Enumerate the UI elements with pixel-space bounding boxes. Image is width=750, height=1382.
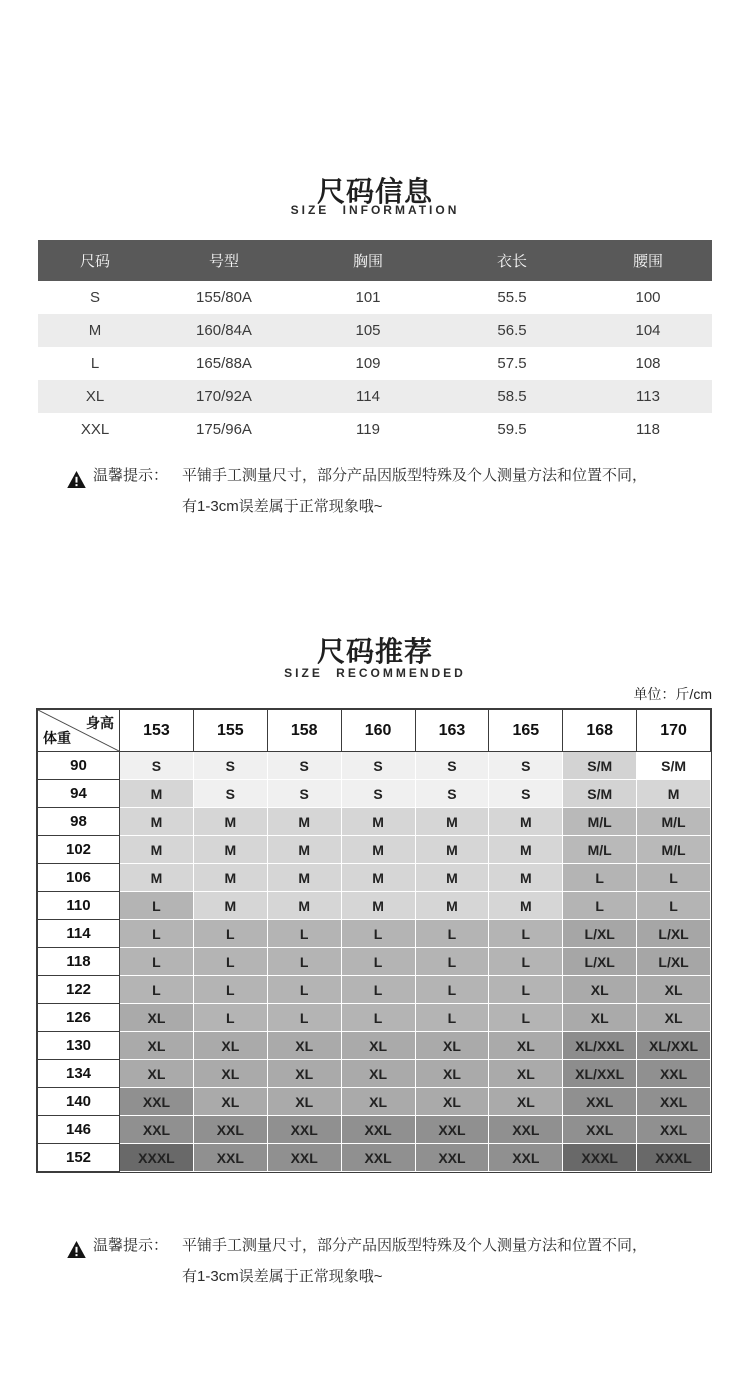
size-cell: M [341, 836, 415, 864]
matrix-row [38, 920, 711, 948]
size-info-row [38, 347, 712, 380]
size-cell: L/XL [563, 948, 637, 976]
size-cell: XXL [267, 1116, 341, 1144]
note-text [182, 1230, 647, 1292]
size-cell: L [120, 976, 194, 1004]
matrix-row [38, 808, 711, 836]
size-cell: M [267, 836, 341, 864]
weight-row-header: 94 [38, 780, 120, 808]
size-cell: XL [120, 1032, 194, 1060]
size-cell: M [489, 836, 563, 864]
size-info-title: 尺码信息 [316, 176, 433, 207]
size-info-cell: 109 [355, 355, 381, 372]
size-cell: M/L [563, 808, 637, 836]
size-cell: XL [415, 1032, 489, 1060]
size-info-cell: 105 [355, 322, 381, 339]
size-cell: L [341, 948, 415, 976]
weight-row-header: 106 [38, 864, 120, 892]
size-cell: S [341, 780, 415, 808]
size-cell: L [193, 976, 267, 1004]
size-cell: S [489, 752, 563, 780]
matrix-row [38, 976, 711, 1004]
matrix-corner-cell [38, 710, 120, 752]
corner-weight-label: 体重 [43, 730, 71, 746]
size-cell: L [120, 920, 194, 948]
size-cell: L [267, 1004, 341, 1032]
unit-label: 单位：斤/cm [633, 686, 712, 702]
size-cell: S/M [563, 752, 637, 780]
size-cell: XL [193, 1088, 267, 1116]
size-cell: L [267, 948, 341, 976]
size-cell: XL [637, 1004, 711, 1032]
size-cell: XL [637, 976, 711, 1004]
weight-row-header: 122 [38, 976, 120, 1004]
size-cell: M/L [637, 836, 711, 864]
size-cell: M [267, 864, 341, 892]
note-line-2: 有1-3cm误差属于正常现象哦~ [182, 1268, 383, 1285]
size-info-subtitle: SIZE INFORMATION [290, 203, 460, 217]
size-info-cell: 175/96A [196, 421, 252, 438]
size-cell: L [415, 976, 489, 1004]
matrix-row [38, 1116, 711, 1144]
size-cell: M [415, 836, 489, 864]
size-cell: L [120, 892, 194, 920]
matrix-row [38, 1144, 711, 1172]
weight-row-header: 152 [38, 1144, 120, 1172]
size-cell: XXL [637, 1116, 711, 1144]
size-info-cell: 118 [636, 421, 660, 438]
size-cell: XL [193, 1032, 267, 1060]
size-info-cell: 58.5 [497, 388, 527, 405]
matrix-row [38, 892, 711, 920]
matrix-row [38, 1004, 711, 1032]
size-cell: S/M [563, 780, 637, 808]
size-info-cell: 114 [356, 388, 380, 405]
size-cell: M [120, 780, 194, 808]
size-cell: XL/XXL [563, 1060, 637, 1088]
size-cell: S [193, 780, 267, 808]
size-cell: L [563, 892, 637, 920]
corner-height-label: 身高 [86, 715, 114, 731]
note-line-2: 有1-3cm误差属于正常现象哦~ [182, 498, 383, 515]
height-column-header: 168 [563, 710, 637, 752]
matrix-row [38, 780, 711, 808]
size-cell: M [120, 864, 194, 892]
height-column-header: 153 [120, 710, 194, 752]
weight-row-header: 110 [38, 892, 120, 920]
size-info-row [38, 281, 712, 314]
size-info-table [38, 240, 712, 446]
height-column-header: 155 [193, 710, 267, 752]
size-cell: XXL [563, 1088, 637, 1116]
size-cell: L [341, 976, 415, 1004]
weight-row-header: 102 [38, 836, 120, 864]
size-cell: XXL [637, 1088, 711, 1116]
size-cell: S [120, 752, 194, 780]
note-label: 温馨提示： [93, 467, 169, 484]
size-cell: XL [415, 1060, 489, 1088]
weight-row-header: 134 [38, 1060, 120, 1088]
size-info-header: 腰围 [584, 240, 712, 281]
size-info-cell: 119 [356, 421, 380, 438]
size-recommend-title: 尺码推荐 [316, 636, 433, 667]
size-cell: L [193, 1004, 267, 1032]
size-cell: L [120, 948, 194, 976]
size-cell: L [415, 948, 489, 976]
size-info-cell: L [90, 355, 100, 372]
size-cell: XL [341, 1088, 415, 1116]
size-cell: M [120, 808, 194, 836]
size-cell: S [489, 780, 563, 808]
weight-row-header: 126 [38, 1004, 120, 1032]
size-cell: XL [563, 1004, 637, 1032]
size-info-cell: 57.5 [497, 355, 527, 372]
size-cell: XXL [489, 1116, 563, 1144]
size-cell: M [193, 892, 267, 920]
size-cell: M [193, 808, 267, 836]
size-cell: L [193, 920, 267, 948]
size-cell: S [267, 752, 341, 780]
size-cell: L [341, 920, 415, 948]
weight-row-header: 130 [38, 1032, 120, 1060]
height-column-header: 160 [341, 710, 415, 752]
measurement-note [67, 1230, 647, 1292]
size-cell: XL [489, 1088, 563, 1116]
size-cell: M [489, 892, 563, 920]
size-cell: M [415, 808, 489, 836]
size-cell: L [637, 892, 711, 920]
size-cell: XXL [193, 1116, 267, 1144]
size-cell: XXL [193, 1144, 267, 1172]
size-info-cell: S [89, 289, 100, 306]
size-cell: XL [267, 1088, 341, 1116]
size-info-header: 尺码 [38, 240, 152, 281]
size-cell: L [489, 1004, 563, 1032]
size-info-cell: XXL [80, 421, 110, 438]
size-cell: L/XL [637, 920, 711, 948]
matrix-row [38, 948, 711, 976]
weight-row-header: 98 [38, 808, 120, 836]
size-cell: XL [489, 1032, 563, 1060]
weight-row-header: 90 [38, 752, 120, 780]
size-info-cell: 155/80A [196, 289, 252, 306]
size-cell: XXL [637, 1060, 711, 1088]
size-info-cell: 104 [635, 322, 661, 339]
size-cell: XXL [563, 1116, 637, 1144]
size-cell: XL [563, 976, 637, 1004]
size-info-cell: 165/88A [196, 355, 252, 372]
size-info-row [38, 413, 712, 446]
size-info-cell: 160/84A [196, 322, 252, 339]
size-cell: XL [120, 1004, 194, 1032]
matrix-row [38, 864, 711, 892]
size-cell: L [415, 920, 489, 948]
size-cell: M [415, 864, 489, 892]
weight-row-header: 146 [38, 1116, 120, 1144]
size-cell: S [415, 780, 489, 808]
size-cell: L [341, 1004, 415, 1032]
size-cell: XXL [415, 1144, 489, 1172]
size-cell: M [120, 836, 194, 864]
size-recommend-matrix [36, 708, 712, 1173]
height-column-header: 170 [637, 710, 711, 752]
matrix-row [38, 1088, 711, 1116]
size-info-header: 衣长 [440, 240, 584, 281]
size-cell: XXL [341, 1116, 415, 1144]
size-cell: L [415, 1004, 489, 1032]
size-cell: L [489, 920, 563, 948]
size-cell: XXL [341, 1144, 415, 1172]
size-cell: L [489, 976, 563, 1004]
matrix-header-row [38, 710, 711, 752]
size-cell: L/XL [637, 948, 711, 976]
size-cell: XL/XXL [563, 1032, 637, 1060]
size-cell: L [193, 948, 267, 976]
size-recommend-subtitle: SIZE RECOMMENDED [284, 666, 466, 680]
size-cell: XXXL [637, 1144, 711, 1172]
size-info-cell: 108 [635, 355, 661, 372]
size-info-cell: 101 [355, 289, 381, 306]
size-cell: M [341, 808, 415, 836]
height-column-header: 163 [415, 710, 489, 752]
size-info-cell: 55.5 [497, 289, 527, 306]
warning-icon [67, 1238, 86, 1269]
size-cell: M [637, 780, 711, 808]
size-cell: L [637, 864, 711, 892]
warning-icon [67, 468, 86, 499]
size-cell: XXL [415, 1116, 489, 1144]
size-info-cell: 59.5 [497, 421, 527, 438]
height-column-header: 165 [489, 710, 563, 752]
note-label: 温馨提示： [93, 1237, 169, 1254]
size-cell: S [341, 752, 415, 780]
size-info-row [38, 380, 712, 413]
size-cell: XL [267, 1032, 341, 1060]
size-cell: XXXL [120, 1144, 194, 1172]
size-cell: S [267, 780, 341, 808]
size-info-header: 胸围 [296, 240, 440, 281]
note-line-1: 平铺手工测量尺寸，部分产品因版型特殊及个人测量方法和位置不同， [182, 467, 648, 484]
size-info-row [38, 314, 712, 347]
size-info-header: 号型 [152, 240, 296, 281]
size-info-cell: XL [85, 388, 105, 405]
size-cell: M [267, 892, 341, 920]
size-cell: XL [341, 1032, 415, 1060]
size-cell: XXXL [563, 1144, 637, 1172]
note-text [182, 460, 647, 522]
size-info-cell: 170/92A [196, 388, 252, 405]
matrix-row [38, 752, 711, 780]
size-cell: S/M [637, 752, 711, 780]
matrix-row [38, 1032, 711, 1060]
matrix-row [38, 836, 711, 864]
size-info-cell: M [88, 322, 102, 339]
size-cell: M [193, 864, 267, 892]
size-cell: XXL [120, 1088, 194, 1116]
matrix-row [38, 1060, 711, 1088]
size-cell: S [193, 752, 267, 780]
size-cell: M [489, 864, 563, 892]
size-cell: M [341, 892, 415, 920]
weight-row-header: 118 [38, 948, 120, 976]
size-info-cell: 100 [635, 289, 661, 306]
size-cell: XL [193, 1060, 267, 1088]
size-cell: XXL [489, 1144, 563, 1172]
size-cell: M [415, 892, 489, 920]
height-column-header: 158 [267, 710, 341, 752]
size-cell: L [563, 864, 637, 892]
size-info-cell: 56.5 [497, 322, 527, 339]
size-cell: M [267, 808, 341, 836]
size-cell: XXL [120, 1116, 194, 1144]
size-cell: L/XL [563, 920, 637, 948]
size-cell: M [193, 836, 267, 864]
note-line-1: 平铺手工测量尺寸，部分产品因版型特殊及个人测量方法和位置不同， [182, 1237, 648, 1254]
size-cell: XL [415, 1088, 489, 1116]
size-cell: XL [267, 1060, 341, 1088]
size-cell: M [341, 864, 415, 892]
measurement-note [67, 460, 647, 522]
size-cell: M/L [563, 836, 637, 864]
size-cell: XXL [267, 1144, 341, 1172]
size-cell: L [267, 920, 341, 948]
size-info-cell: 113 [636, 388, 660, 405]
size-cell: L [489, 948, 563, 976]
weight-row-header: 140 [38, 1088, 120, 1116]
size-cell: XL [341, 1060, 415, 1088]
size-cell: M/L [637, 808, 711, 836]
weight-row-header: 114 [38, 920, 120, 948]
size-cell: M [489, 808, 563, 836]
size-cell: XL/XXL [637, 1032, 711, 1060]
size-info-header-row [38, 240, 712, 281]
size-cell: XL [489, 1060, 563, 1088]
size-cell: L [267, 976, 341, 1004]
size-cell: S [415, 752, 489, 780]
size-cell: XL [120, 1060, 194, 1088]
